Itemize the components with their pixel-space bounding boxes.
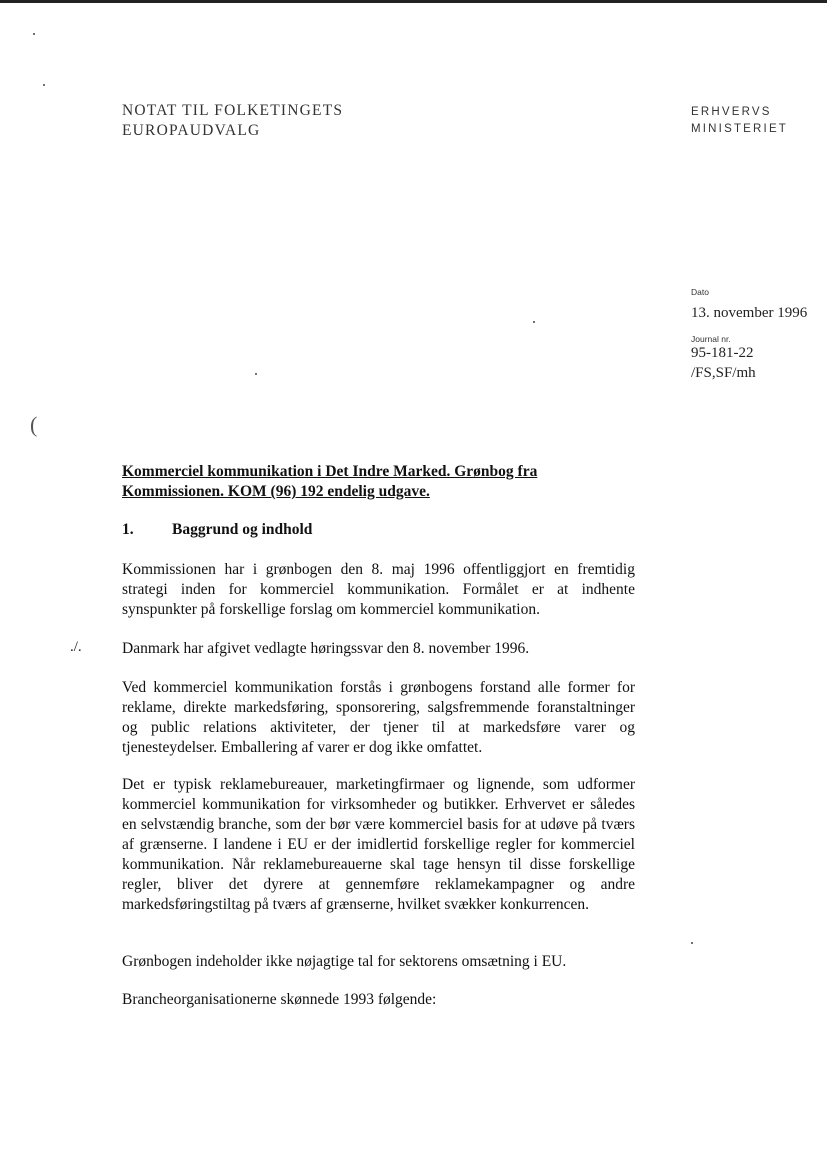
- recipient-line-1: NOTAT TIL FOLKETINGETS: [122, 102, 344, 119]
- paragraph: Grønbogen indeholder ikke nøjagtige tal for sektorens omsætning i EU.: [122, 953, 567, 970]
- scan-speck: [43, 84, 45, 86]
- ministry-logo: [691, 104, 788, 138]
- scan-top-edge: [0, 0, 827, 3]
- scan-speck: [33, 33, 35, 35]
- document-title: Kommerciel kommunikation i Det Indre Marked. Grønbog fra Kommissionen. KOM (96) 192 endelig udgave.: [122, 463, 538, 500]
- recipient-header: [122, 101, 343, 141]
- paragraph: Det er typisk reklamebureauer, marketingfirmaer og lignende, som udformer kommerciel kommunikation for virksomheder og butikker. Erhvervet er således en selvstændig branche, som der bør være kommerciel basis for at udøve på tværs af grænserne. I landene i EU er der imidlertid forskellige regler for kommerciel kommunikation. Når reklamebureauerne skal tage hensyn til disse forskellige regler, bliver det dyrere at gennemføre reklamekampagner og andre markedsføringstiltag på tværs af grænserne, hvilket svækker konkurrencen.: [122, 776, 635, 913]
- date-label: Dato: [691, 287, 709, 297]
- paragraph: Ved kommerciel kommunikation forstås i grønbogens forstand alle former for reklame, direkte markedsføring, sponsorering, salgsfremmende foranstaltninger og public relations aktiviteter, der tjener til at markedsføre varer og tjenesteydelser. Emballering af varer er dog ikke omfattet.: [122, 679, 635, 756]
- paragraph: Brancheorganisationerne skønnede 1993 følgende:: [122, 991, 437, 1008]
- section-title: Baggrund og indhold: [172, 521, 313, 538]
- scan-speck: [691, 942, 693, 944]
- date-value: 13. november 1996: [691, 305, 808, 321]
- ministry-line-1: ERHVERVS: [691, 106, 772, 118]
- paragraph: Kommissionen har i grønbogen den 8. maj 1996 offentliggjort en fremtidig strategi inden for kommerciel kommunikation. Formålet er at indhente synspunkter på forskellige forslag om kommerciel kommunikation.: [122, 561, 635, 618]
- ministry-line-2: MINISTERIET: [691, 123, 789, 135]
- journal-value: 95-181-22: [691, 345, 754, 361]
- section-number: 1.: [122, 521, 134, 538]
- paragraph: Danmark har afgivet vedlagte høringssvar den 8. november 1996.: [122, 640, 530, 657]
- scan-speck: [533, 321, 535, 323]
- enclosure-mark: ./.: [70, 639, 82, 655]
- reference-code: /FS,SF/mh: [691, 365, 756, 381]
- scan-speck: [255, 373, 257, 375]
- journal-label: Journal nr.: [691, 334, 731, 344]
- recipient-line-2: EUROPAUDVALG: [122, 122, 261, 139]
- section-heading: [122, 521, 312, 539]
- margin-bracket: (: [30, 412, 38, 437]
